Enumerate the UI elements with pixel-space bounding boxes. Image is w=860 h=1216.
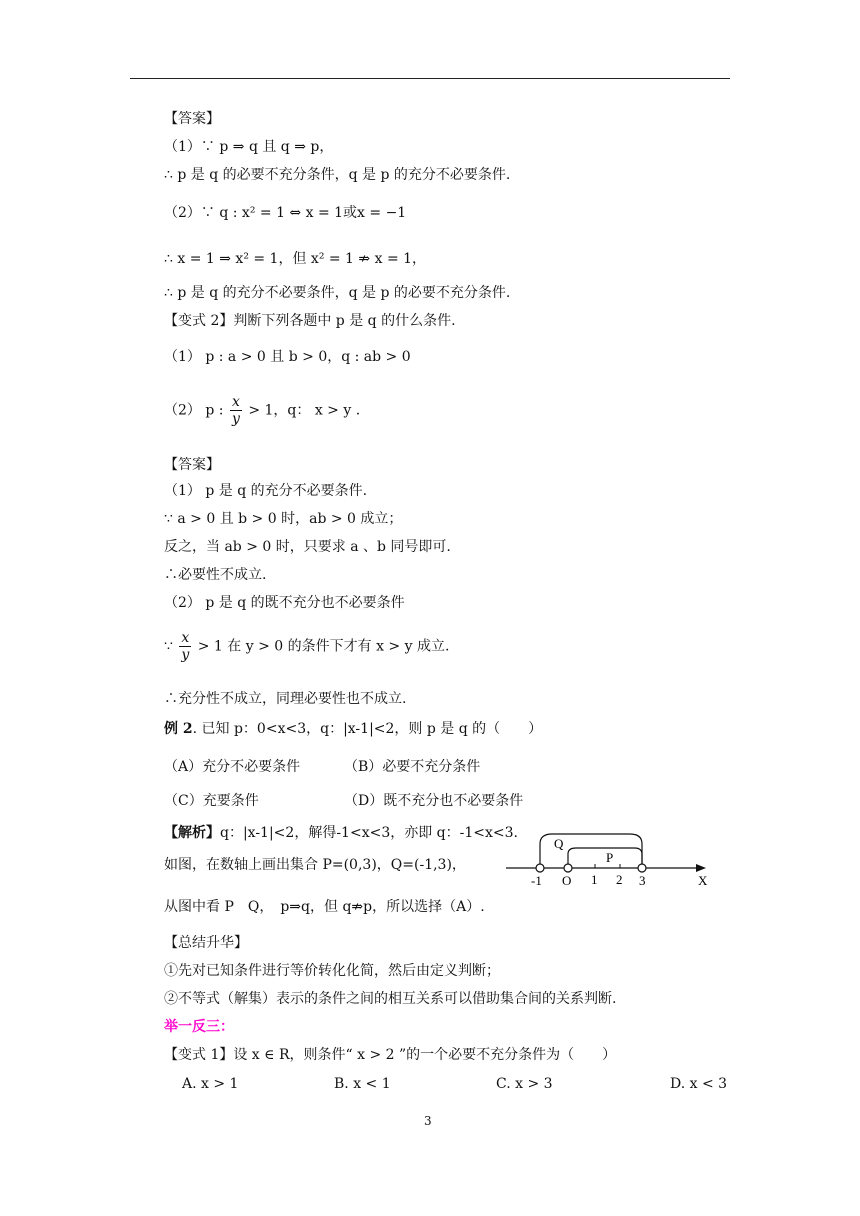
answer2-line-1: （1） p 是 q 的充分不必要条件. (164, 483, 368, 499)
answer2-line-5: （2） p 是 q 的既不充分也不必要条件 (164, 595, 405, 611)
tick-label-2: 2 (616, 872, 623, 887)
answer2-line-3: 反之，当 ab > 0 时，只要求 a 、b 同号即可. (164, 539, 451, 555)
q2-denominator: y (231, 411, 240, 427)
answer-line-2: ∴ p 是 q 的必要不充分条件，q 是 p 的充分不必要条件. (164, 167, 511, 183)
analysis-label: 【解析】 (164, 825, 220, 841)
example2-label: 例 2 (164, 721, 193, 737)
header-rule (130, 78, 730, 79)
answer-line-1: （1）∵ p ⇒ q 且 q ⇒ p， (164, 139, 334, 155)
summary-point-1: ①先对已知条件进行等价转化化简，然后由定义判断； (164, 963, 500, 979)
q2-prefix: （2） p : (164, 402, 224, 419)
point-0 (564, 864, 572, 872)
practice-variant1: 【变式 1】设 x ∈ R，则条件“ x > 2 ”的一个必要不充分条件为（ ） (164, 1047, 617, 1063)
answer-line-4: ∴ x = 1 ⇒ x² = 1，但 x² = 1 ⇏ x = 1， (164, 251, 427, 267)
tick-label-3: 3 (639, 873, 646, 888)
a6-fraction (179, 630, 191, 663)
tick-label-1: 1 (591, 872, 598, 887)
variant2-title: 【变式 2】判断下列各题中 p 是 q 的什么条件. (164, 313, 456, 329)
figure-description: 如图，在数轴上画出集合 P=(0,3)，Q=(-1,3)， (164, 857, 466, 873)
point-minus-1 (536, 864, 544, 872)
a6-suffix: > 1 在 y > 0 的条件下才有 x > y 成立. (197, 638, 450, 655)
point-3 (638, 864, 646, 872)
label-q: Q (554, 836, 564, 851)
answer2-title: 【答案】 (164, 457, 220, 473)
a6-denominator: y (181, 647, 190, 663)
answer2-line-4: ∴必要性不成立. (164, 567, 267, 583)
number-line-figure (500, 828, 720, 890)
practice-option-c: C. x > 3 (496, 1076, 553, 1092)
q2-numerator: x (230, 394, 242, 411)
variant2-question-1: （1） p : a > 0 且 b > 0，q : ab > 0 (164, 349, 411, 365)
answer-line-3: （2）∵ q : x² = 1 ⇔ x = 1或x = −1 (164, 205, 407, 221)
tick-label-minus-1: -1 (531, 873, 542, 888)
variant2-question-2 (164, 394, 360, 427)
answer2-line-2: ∵ a > 0 且 b > 0 时，ab > 0 成立； (164, 511, 403, 527)
q2-fraction (230, 394, 242, 427)
a6-numerator: x (179, 630, 191, 647)
answer2-line-7: ∴充分性不成立，同理必要性也不成立. (164, 691, 407, 707)
practice-option-d: D. x < 3 (670, 1076, 728, 1092)
option-a: （A）充分不必要条件 (164, 759, 301, 775)
page-number: 3 (424, 1114, 432, 1128)
summary-point-2: ②不等式（解集）表示的条件之间的相互关系可以借助集合间的关系判断. (164, 991, 617, 1007)
practice-option-a: A. x > 1 (182, 1076, 239, 1092)
a6-prefix: ∵ (164, 638, 173, 655)
answer-line-5: ∴ p 是 q 的充分不必要条件，q 是 p 的必要不充分条件. (164, 285, 511, 301)
axis-arrow (696, 864, 706, 872)
option-d: （D）既不充分也不必要条件 (344, 793, 524, 809)
tick-label-o: O (562, 873, 572, 888)
set-p-bracket (568, 848, 642, 868)
label-p: P (606, 850, 614, 865)
example2-question (164, 720, 542, 738)
summary-title: 【总结升华】 (164, 935, 248, 951)
practice-option-b: B. x < 1 (334, 1076, 391, 1092)
q2-suffix: > 1，q： x > y . (248, 402, 361, 419)
practice-title: 举一反三： (164, 1019, 234, 1035)
example2-text: . 已知 p：0<x<3，q：|x-1|<2，则 p 是 q 的（ ） (192, 721, 543, 737)
axis-label-x: X (698, 873, 708, 888)
conclusion-line: 从图中看 P Q， p⇒q，但 q⇏p，所以选择（A）. (164, 899, 485, 915)
answer-title: 【答案】 (164, 111, 220, 127)
option-c: （C）充要条件 (164, 793, 259, 809)
analysis-line (164, 824, 518, 842)
analysis-text: q：|x-1|<2，解得-1<x<3，亦即 q：-1<x<3. (220, 825, 518, 841)
answer2-line-6 (164, 630, 449, 663)
option-b: （B）必要不充分条件 (344, 759, 481, 775)
